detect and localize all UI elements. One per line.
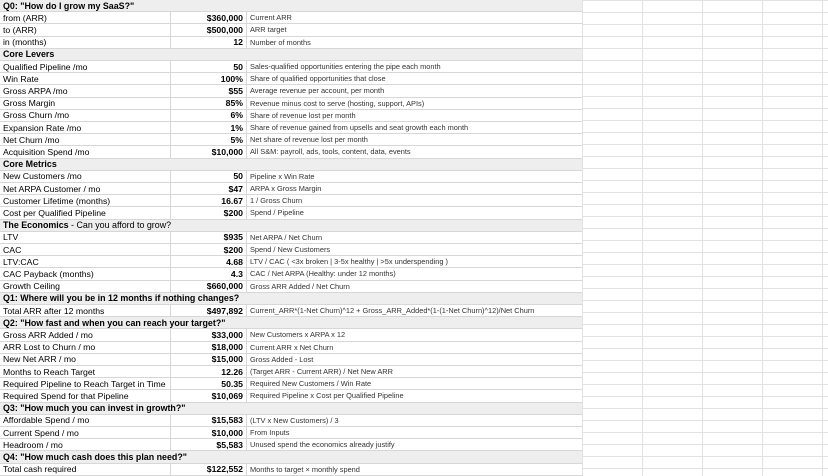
section-header-row[interactable] bbox=[0, 403, 582, 415]
metric-row[interactable] bbox=[0, 73, 582, 85]
note-cell[interactable]: Months to target × monthly spend bbox=[250, 464, 360, 474]
section-header-cell[interactable] bbox=[0, 0, 582, 11]
value-cell[interactable]: $935 bbox=[171, 232, 247, 243]
value-cell[interactable]: 50 bbox=[171, 61, 247, 72]
label-cell[interactable]: Qualified Pipeline /mo bbox=[0, 61, 171, 72]
note-cell[interactable]: Spend / New Customers bbox=[250, 245, 331, 255]
label-cell[interactable]: Customer Lifetime (months) bbox=[0, 195, 171, 206]
metric-row[interactable] bbox=[0, 415, 582, 427]
note-cell[interactable]: Number of months bbox=[250, 37, 311, 47]
metric-row[interactable] bbox=[0, 122, 582, 134]
note-cell[interactable]: ARR target bbox=[250, 25, 287, 35]
note-cell[interactable]: (LTV x New Customers) / 3 bbox=[250, 415, 339, 425]
label-cell[interactable]: to (ARR) bbox=[0, 24, 171, 35]
metric-row[interactable] bbox=[0, 146, 582, 158]
note-cell[interactable]: (Target ARR - Current ARR) / Net New ARR bbox=[250, 367, 393, 377]
label-cell[interactable]: Required Pipeline to Reach Target in Time bbox=[0, 378, 171, 389]
metric-row[interactable] bbox=[0, 85, 582, 97]
note-cell[interactable]: Required New Customers / Win Rate bbox=[250, 379, 372, 389]
value-cell[interactable]: $10,069 bbox=[171, 390, 247, 401]
value-cell[interactable]: $33,000 bbox=[171, 329, 247, 340]
section-title: Q1: Where will you be in 12 months if nothing changes? bbox=[3, 293, 240, 304]
section-header-row[interactable] bbox=[0, 293, 582, 305]
value-cell[interactable]: $55 bbox=[171, 85, 247, 96]
section-header-cell[interactable] bbox=[0, 220, 582, 231]
note-cell[interactable]: Unused spend the economics already justify bbox=[250, 440, 395, 450]
label-cell[interactable]: LTV bbox=[0, 232, 171, 243]
metric-row[interactable] bbox=[0, 378, 582, 390]
metric-row[interactable] bbox=[0, 366, 582, 378]
label-cell[interactable]: CAC Payback (months) bbox=[0, 268, 171, 279]
metric-row[interactable] bbox=[0, 281, 582, 293]
value-cell[interactable]: 4.3 bbox=[171, 268, 247, 279]
value-cell[interactable]: 12 bbox=[171, 37, 247, 48]
value-cell[interactable]: $497,892 bbox=[171, 305, 247, 316]
label-cell[interactable]: Affordable Spend / mo bbox=[0, 415, 171, 426]
metric-row[interactable] bbox=[0, 329, 582, 341]
value-cell[interactable]: 6% bbox=[171, 110, 247, 121]
label-cell[interactable]: LTV:CAC bbox=[0, 256, 171, 267]
value-cell[interactable]: $200 bbox=[171, 244, 247, 255]
value-cell[interactable]: $15,000 bbox=[171, 354, 247, 365]
label-cell[interactable]: Gross ARPA /mo bbox=[0, 85, 171, 96]
value-cell[interactable]: 50.35 bbox=[171, 378, 247, 389]
section-header-cell[interactable] bbox=[0, 293, 582, 304]
note-cell[interactable]: Pipeline x Win Rate bbox=[250, 171, 315, 181]
value-cell[interactable]: $5,583 bbox=[171, 439, 247, 450]
value-cell[interactable]: 85% bbox=[171, 98, 247, 109]
value-cell[interactable]: 100% bbox=[171, 73, 247, 84]
label-cell[interactable]: Headroom / mo bbox=[0, 439, 171, 450]
section-title: Q0: "How do I grow my SaaS?" bbox=[3, 0, 135, 11]
section-header-row[interactable] bbox=[0, 220, 582, 232]
note-cell[interactable]: Sales-qualified opportunities entering the pipe each month bbox=[250, 62, 441, 72]
note-cell[interactable]: Current_ARR*(1-Net Churn)^12 + Gross_ARR_Added*(1-(1-Net Churn)^12)/Net Churn bbox=[250, 306, 535, 316]
section-title: Core Metrics bbox=[3, 159, 57, 170]
section-title: Q4: "How much cash does this plan need?" bbox=[3, 451, 187, 462]
metric-row[interactable] bbox=[0, 232, 582, 244]
label-cell[interactable]: Current Spend / mo bbox=[0, 427, 171, 438]
section-header-row[interactable] bbox=[0, 49, 582, 61]
label-cell[interactable]: Net Churn /mo bbox=[0, 134, 171, 145]
value-cell[interactable]: 16.67 bbox=[171, 195, 247, 206]
note-cell[interactable]: Share of revenue gained from upsells and seat growth each month bbox=[250, 123, 469, 133]
value-cell[interactable]: 50 bbox=[171, 171, 247, 182]
section-header-row[interactable] bbox=[0, 317, 582, 329]
note-cell[interactable]: ARPA x Gross Margin bbox=[250, 184, 322, 194]
metric-row[interactable] bbox=[0, 342, 582, 354]
note-cell[interactable]: 1 / Gross Churn bbox=[250, 196, 303, 206]
note-cell[interactable]: Gross Added - Lost bbox=[250, 354, 314, 364]
note-cell[interactable]: Revenue minus cost to serve (hosting, support, APIs) bbox=[250, 98, 425, 108]
note-cell[interactable]: LTV / CAC ( <3x broken | 3-5x healthy | >5x underspending ) bbox=[250, 257, 449, 267]
label-cell[interactable]: Net ARPA Customer / mo bbox=[0, 183, 171, 194]
metric-row[interactable] bbox=[0, 110, 582, 122]
metric-row[interactable] bbox=[0, 256, 582, 268]
note-cell[interactable]: Current ARR bbox=[250, 13, 292, 23]
value-cell[interactable]: $18,000 bbox=[171, 342, 247, 353]
section-header-cell[interactable] bbox=[0, 49, 582, 60]
section-header-row[interactable] bbox=[0, 451, 582, 463]
metric-row[interactable] bbox=[0, 195, 582, 207]
label-cell[interactable]: Gross Churn /mo bbox=[0, 110, 171, 121]
section-title: Core Levers bbox=[3, 49, 55, 60]
value-cell[interactable]: $10,000 bbox=[171, 427, 247, 438]
value-cell[interactable]: 4.68 bbox=[171, 256, 247, 267]
value-cell[interactable]: 5% bbox=[171, 134, 247, 145]
label-cell[interactable]: Expansion Rate /mo bbox=[0, 122, 171, 133]
metric-row[interactable] bbox=[0, 390, 582, 402]
label-cell[interactable]: Required Spend for that Pipeline bbox=[0, 390, 171, 401]
metric-row[interactable] bbox=[0, 134, 582, 146]
note-cell[interactable]: Net ARPA / Net Churn bbox=[250, 232, 323, 242]
section-title: The Economics bbox=[3, 220, 69, 231]
label-cell[interactable]: Growth Ceiling bbox=[0, 281, 171, 292]
section-header-cell[interactable] bbox=[0, 159, 582, 170]
label-cell[interactable]: Gross Margin bbox=[0, 98, 171, 109]
label-cell[interactable]: Total cash required bbox=[0, 464, 171, 475]
metric-row[interactable] bbox=[0, 61, 582, 73]
label-cell[interactable]: Gross ARR Added / mo bbox=[0, 329, 171, 340]
note-cell[interactable]: Average revenue per account, per month bbox=[250, 86, 385, 96]
value-cell[interactable]: $10,000 bbox=[171, 146, 247, 157]
label-cell[interactable]: Cost per Qualified Pipeline bbox=[0, 207, 171, 218]
metric-row[interactable] bbox=[0, 427, 582, 439]
metric-row[interactable] bbox=[0, 354, 582, 366]
metric-row[interactable] bbox=[0, 464, 582, 476]
note-cell[interactable]: Share of qualified opportunities that close bbox=[250, 74, 386, 84]
value-cell[interactable]: $200 bbox=[171, 207, 247, 218]
note-cell[interactable]: Share of revenue lost per month bbox=[250, 110, 356, 120]
note-cell[interactable]: Net share of revenue lost per month bbox=[250, 135, 368, 145]
metric-row[interactable] bbox=[0, 268, 582, 280]
value-cell[interactable]: $122,552 bbox=[171, 464, 247, 475]
label-cell[interactable]: New Customers /mo bbox=[0, 171, 171, 182]
label-cell[interactable]: Win Rate bbox=[0, 73, 171, 84]
value-cell[interactable]: $660,000 bbox=[171, 281, 247, 292]
metric-row[interactable] bbox=[0, 183, 582, 195]
note-cell[interactable]: Gross ARR Added / Net Churn bbox=[250, 281, 350, 291]
section-header-cell[interactable] bbox=[0, 451, 582, 462]
metric-row[interactable] bbox=[0, 305, 582, 317]
metric-row[interactable] bbox=[0, 37, 582, 49]
metric-row[interactable] bbox=[0, 24, 582, 36]
metric-row[interactable] bbox=[0, 439, 582, 451]
value-cell[interactable]: $500,000 bbox=[171, 24, 247, 35]
note-cell[interactable]: New Customers x ARPA x 12 bbox=[250, 330, 346, 340]
section-header-row[interactable] bbox=[0, 0, 582, 12]
note-cell[interactable]: All S&M: payroll, ads, tools, content, data, events bbox=[250, 147, 411, 157]
label-cell[interactable]: in (months) bbox=[0, 37, 171, 48]
value-cell[interactable]: $47 bbox=[171, 183, 247, 194]
value-cell[interactable]: 1% bbox=[171, 122, 247, 133]
note-cell[interactable]: From Inputs bbox=[250, 428, 290, 438]
label-cell[interactable]: Acquisition Spend /mo bbox=[0, 146, 171, 157]
value-cell[interactable]: $15,583 bbox=[171, 415, 247, 426]
label-cell[interactable]: CAC bbox=[0, 244, 171, 255]
metric-row[interactable] bbox=[0, 244, 582, 256]
note-cell[interactable]: CAC / Net ARPA (Healthy: under 12 months) bbox=[250, 269, 396, 279]
label-cell[interactable]: Total ARR after 12 months bbox=[0, 305, 171, 316]
label-cell[interactable]: from (ARR) bbox=[0, 12, 171, 23]
note-cell[interactable]: Required Pipeline x Cost per Qualified Pipeline bbox=[250, 391, 404, 401]
section-header-cell[interactable] bbox=[0, 317, 582, 328]
metric-row[interactable] bbox=[0, 207, 582, 219]
label-cell[interactable]: ARR Lost to Churn / mo bbox=[0, 342, 171, 353]
note-cell[interactable]: Spend / Pipeline bbox=[250, 208, 304, 218]
section-header-cell[interactable] bbox=[0, 403, 582, 414]
note-cell[interactable]: Current ARR x Net Churn bbox=[250, 342, 334, 352]
section-subtitle: - Can you afford to grow? bbox=[68, 220, 172, 231]
metric-row[interactable] bbox=[0, 12, 582, 24]
metric-row[interactable] bbox=[0, 98, 582, 110]
metric-row[interactable] bbox=[0, 171, 582, 183]
value-cell[interactable]: $360,000 bbox=[171, 12, 247, 23]
section-title: Q3: "How much you can invest in growth?" bbox=[3, 403, 186, 414]
section-header-row[interactable] bbox=[0, 159, 582, 171]
label-cell[interactable]: Months to Reach Target bbox=[0, 366, 171, 377]
section-title: Q2: "How fast and when you can reach your target?" bbox=[3, 317, 226, 328]
value-cell[interactable]: 12.26 bbox=[171, 366, 247, 377]
label-cell[interactable]: New Net ARR / mo bbox=[0, 354, 171, 365]
